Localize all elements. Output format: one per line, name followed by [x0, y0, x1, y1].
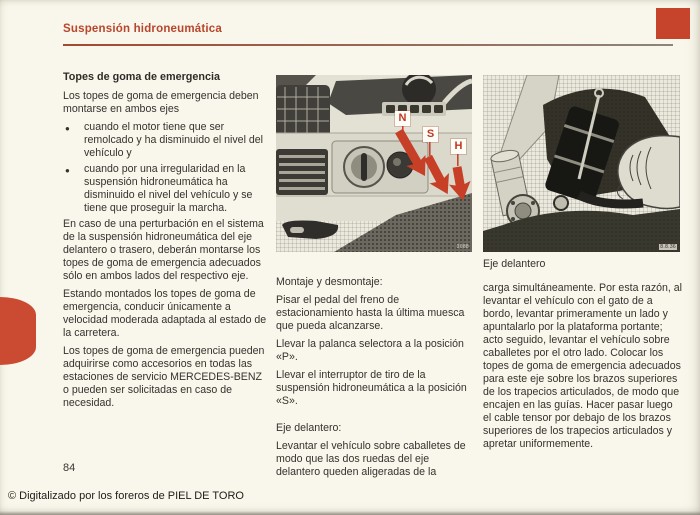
thumb-index-tab	[0, 297, 36, 365]
photo-reference-number: 3088	[456, 244, 469, 250]
step: Pisar el pedal del freno de estacionamiento hasta la última muesca que pueda alcanzarse.	[276, 294, 465, 332]
page-title: Suspensión hidroneumática	[63, 23, 222, 35]
paragraph: En caso de una perturbación en el sistema de la suspensión hidroneumática del eje delantero o trasero, deberán montarse los topes de goma de emergencia adecuados sólo en ambos lados del respectivo eje.	[63, 218, 264, 282]
bullet-item: ● cuando por una irregularidad en la suspensión hidroneumática ha disminuido el nivel del vehículo y se tiene que proseguir la marcha.	[63, 163, 270, 215]
bullet-item: ● cuando el motor tiene que ser remolcado y ha disminuido el nivel del vehículo y	[63, 121, 270, 160]
paragraph: Estando montados los topes de goma de emergencia, conducir únicamente a velocidad moderada adaptada al estado de la carretera.	[63, 288, 267, 339]
section-index-marker	[656, 8, 690, 39]
paragraph: Levantar el vehículo sobre caballetes de modo que las dos ruedas del eje delantero queden aligeradas de la	[276, 440, 466, 478]
bullet-list	[63, 121, 270, 215]
text-column-2	[276, 276, 475, 484]
subheading: Eje delantero:	[276, 422, 342, 434]
front-axle-photo	[483, 75, 680, 252]
page-number: 84	[63, 462, 76, 474]
step: Llevar la palanca selectora a la posición «P».	[276, 338, 464, 363]
scan-edge	[0, 511, 700, 515]
paragraph: carga simultáneamente. Por esta razón, al levantar el vehículo con el gato de a bordo, levantar primeramente un lado y apuntalarlo por la plataforma portante; acto seguido, levantar el vehículo sobre caballetes por el otro lado. Colocar los topes de goma de emergencia adecuados para este eje sobre los brazos superiores de los trapecios articulados, de modo que encajen en las guías. Hacer pasar luego el cable tensor por debajo de los brazos superiores de los trapecios articulados y apretar uniformemente.	[483, 282, 683, 450]
dashboard-photo	[276, 75, 472, 252]
photo-reference-number: 8.8.36	[660, 244, 676, 250]
position-label-n: N	[395, 111, 410, 126]
step: Llevar el interruptor de tiro de la suspensión hidroneumática a la posición «S».	[276, 369, 467, 407]
digitization-credit: © Digitalizado por los foreros de PIEL DE TORO	[8, 490, 244, 502]
position-label-h: H	[451, 139, 466, 154]
text-column-3	[483, 282, 683, 456]
dashboard-illustration	[276, 75, 472, 252]
intro-paragraph: Los topes de goma de emergencia deben montarse en ambos ejes	[63, 90, 259, 115]
header-rule	[63, 44, 673, 46]
photo-caption: Eje delantero	[483, 258, 546, 270]
text-column-1	[63, 71, 270, 415]
front-axle-illustration	[483, 75, 680, 252]
position-label-s: S	[423, 127, 438, 142]
section-heading: Topes de goma de emergencia	[63, 71, 221, 83]
paragraph: Los topes de goma de emergencia pueden adquirirse como accesorios en todas las estaciones de servicio MERCEDES-BENZ o pueden ser solicitadas en caso de necesidad.	[63, 345, 265, 409]
subheading: Montaje y desmontaje:	[276, 276, 383, 288]
